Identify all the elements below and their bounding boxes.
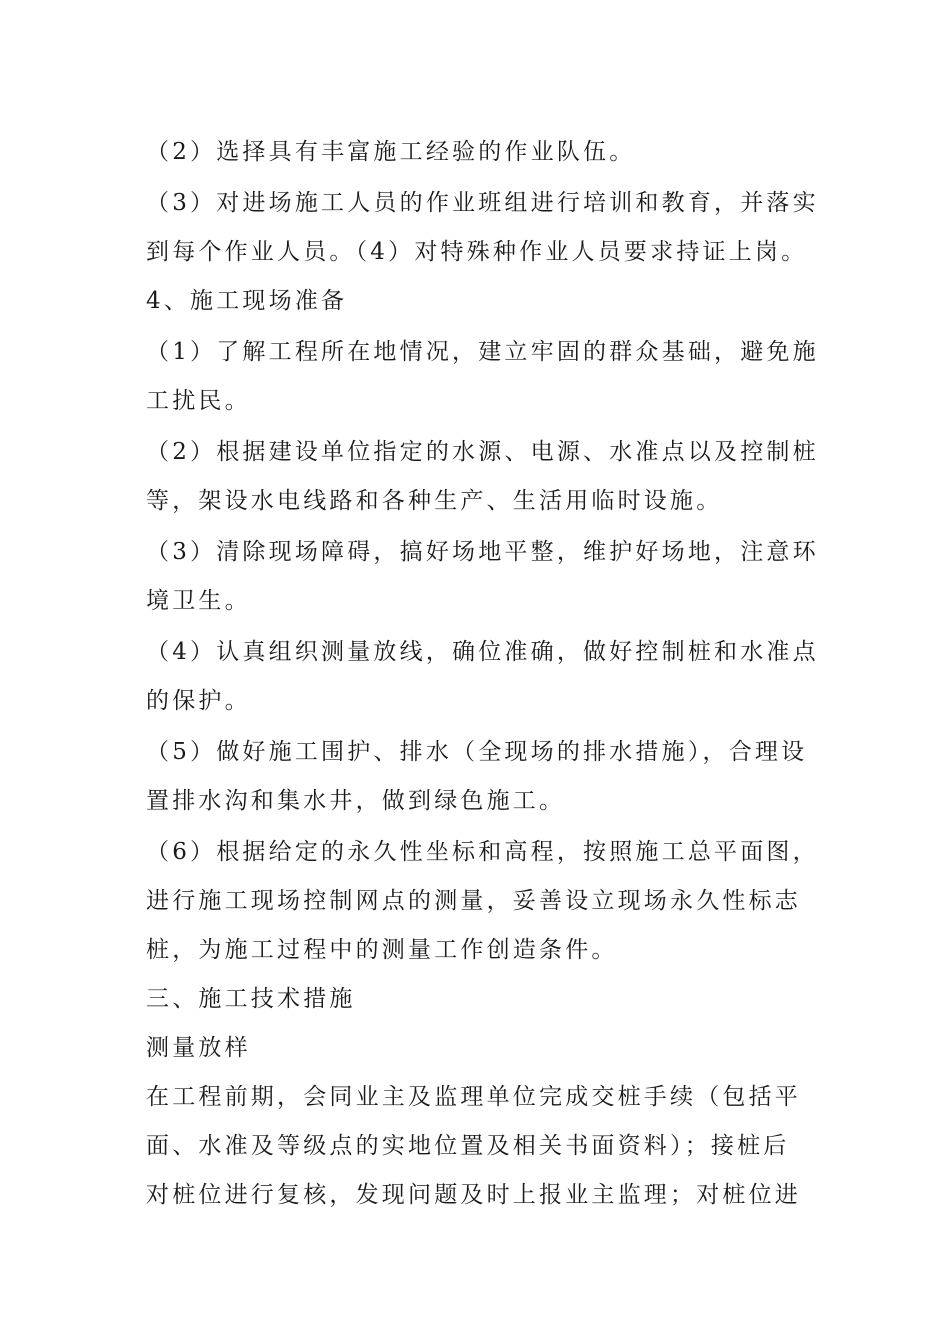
text-line: 等，架设水电线路和各种生产、生活用临时设施。 bbox=[146, 488, 723, 514]
text-line: 境卫生。 bbox=[146, 588, 251, 614]
text-line: 面、水准及等级点的实地位置及相关书面资料）；接桩后 bbox=[146, 1133, 790, 1159]
text-line: （1）了解工程所在地情况，建立牢固的群众基础，避免施 bbox=[146, 339, 819, 365]
text-line: 置排水沟和集水井，做到绿色施工。 bbox=[146, 788, 566, 814]
text-line: （5）做好施工围护、排水（全现场的排水措施），合理设 bbox=[146, 739, 808, 765]
text-line: 三、施工技术措施 bbox=[146, 986, 356, 1012]
text-line: 桩，为施工过程中的测量工作创造条件。 bbox=[146, 937, 618, 963]
text-line: （3）对进场施工人员的作业班组进行培训和教育，并落实 bbox=[146, 190, 819, 216]
text-line: （3）清除现场障碍，搞好场地平整，维护好场地，注意环 bbox=[146, 539, 819, 565]
text-line: （4）认真组织测量放线，确位准确，做好控制桩和水准点 bbox=[146, 639, 819, 665]
paragraph-item-6 bbox=[146, 828, 819, 975]
text-line: 对桩位进行复核，发现问题及时上报业主监理；对桩位进 bbox=[146, 1182, 801, 1208]
text-line: 到每个作业人员。（4）对特殊种作业人员要求持证上岗。 bbox=[146, 239, 808, 265]
document-body bbox=[146, 128, 819, 1220]
text-line: 在工程前期，会同业主及监理单位完成交桩手续（包括平 bbox=[146, 1084, 801, 1110]
subheading-survey-layout bbox=[146, 1024, 806, 1073]
paragraph-item-5 bbox=[146, 728, 806, 826]
paragraph-survey bbox=[146, 1073, 806, 1220]
text-line: 的保护。 bbox=[146, 688, 251, 714]
text-line: 测量放样 bbox=[146, 1035, 251, 1061]
text-line: 工扰民。 bbox=[146, 388, 251, 414]
paragraph-item-1 bbox=[146, 328, 819, 426]
text-line: （2）根据建设单位指定的水源、电源、水准点以及控制桩 bbox=[146, 439, 819, 465]
text-line: （6）根据给定的永久性坐标和高程，按照施工总平面图， bbox=[146, 839, 819, 865]
text-line: 4、施工现场准备 bbox=[146, 288, 348, 314]
paragraph-item-2 bbox=[146, 428, 819, 526]
paragraph-item-3 bbox=[146, 528, 819, 626]
text-line: 进行施工现场控制网点的测量，妥善设立现场永久性标志 bbox=[146, 888, 801, 914]
paragraph-item-4 bbox=[146, 628, 819, 726]
section-heading-technical-measures bbox=[146, 975, 806, 1024]
text-line: （2）选择具有丰富施工经验的作业队伍。 bbox=[146, 139, 636, 165]
paragraph-team-selection bbox=[146, 128, 806, 177]
paragraph-training bbox=[146, 179, 819, 277]
section-heading-site-prep bbox=[146, 277, 806, 326]
